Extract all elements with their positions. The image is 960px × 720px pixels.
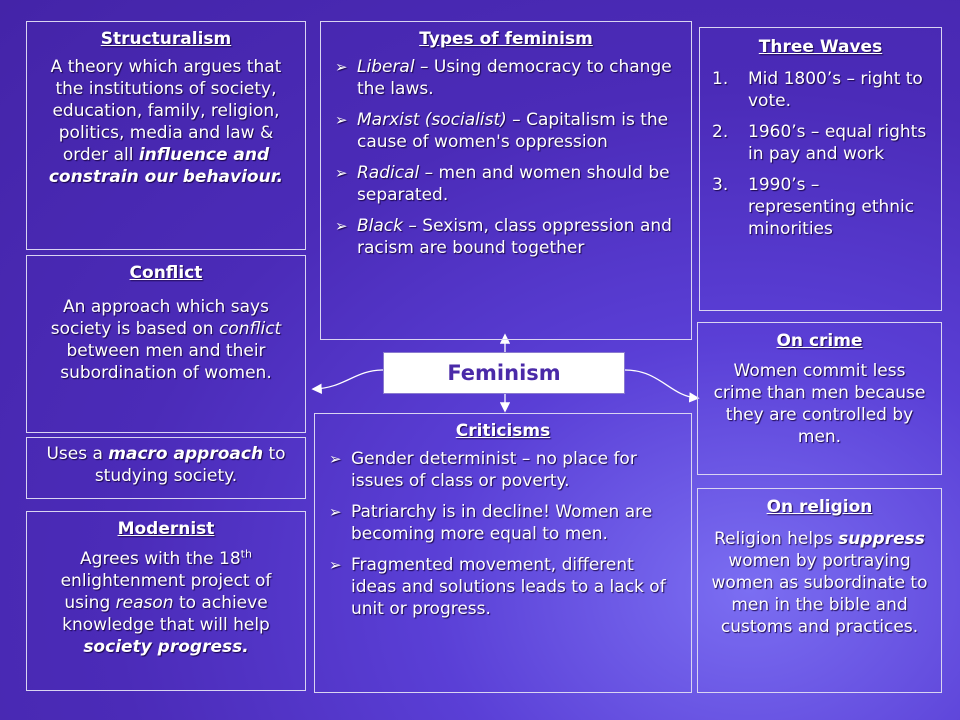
macro-text-b: macro approach [108, 444, 264, 464]
conflict-box [26, 255, 306, 433]
macro-box [26, 437, 306, 499]
waves-text: 1990’s – representing ethnic minorities [748, 175, 915, 239]
arrow-bullet-icon: ➢ [335, 217, 348, 235]
types-item [333, 56, 679, 100]
waves-heading: Three Waves [758, 37, 883, 57]
types-desc: – Using democracy to change the laws. [357, 57, 672, 99]
conflict-text-a: An approach which says society is based on [50, 297, 269, 339]
types-box [320, 21, 692, 340]
types-term: Marxist (socialist) [357, 110, 507, 130]
types-desc: – Sexism, class oppression and racism are bound together [357, 216, 672, 258]
arrow-to-crime [625, 370, 697, 398]
types-item [333, 215, 679, 259]
conflict-text [35, 296, 297, 384]
waves-text: Mid 1800’s – right to vote. [748, 69, 923, 111]
structuralism-heading: Structuralism [100, 29, 232, 49]
religion-text-c: women by portraying women as subordinate to men in the bible and customs and practices. [711, 551, 928, 637]
types-desc: – men and women should be separated. [357, 163, 670, 205]
waves-number: 1. [712, 69, 729, 89]
arrow-bullet-icon: ➢ [329, 503, 342, 521]
criticisms-item [327, 501, 679, 545]
criticisms-box [314, 413, 692, 693]
religion-box [697, 488, 942, 693]
religion-text [708, 528, 931, 638]
criticisms-text: Patriarchy is in decline! Women are becoming more equal to men. [351, 502, 653, 544]
crime-box [697, 322, 942, 475]
types-item [333, 109, 679, 153]
structuralism-text-b: influence and constrain our behaviour. [48, 145, 284, 187]
conflict-text-b: conflict [218, 319, 282, 339]
arrow-bullet-icon: ➢ [329, 450, 342, 468]
structuralism-text [35, 56, 297, 188]
waves-list [712, 68, 929, 240]
macro-text-c: to studying society. [94, 444, 286, 486]
criticisms-list [327, 448, 679, 620]
religion-heading: On religion [766, 497, 873, 517]
criticisms-text: Fragmented movement, different ideas and solutions leads to a lack of unit or progress. [351, 555, 666, 619]
types-list [333, 56, 679, 259]
modernist-text-d: to achieve knowledge that will help [62, 593, 270, 635]
modernist-text-a: Agrees with the 18 [80, 549, 241, 569]
types-term: Liberal [357, 57, 415, 77]
macro-text-a: Uses a [46, 444, 103, 464]
modernist-text-b: enlightenment project of using [60, 571, 272, 613]
arrow-bullet-icon: ➢ [335, 164, 348, 182]
waves-number: 3. [712, 175, 729, 195]
modernist-heading: Modernist [117, 519, 215, 539]
criticisms-text: Gender determinist – no place for issues of class or poverty. [351, 449, 637, 491]
religion-text-a: Religion helps [714, 529, 833, 549]
conflict-heading: Conflict [129, 263, 203, 283]
modernist-text-e: society progress. [83, 637, 249, 657]
types-heading: Types of feminism [419, 29, 593, 49]
waves-item [712, 121, 929, 165]
crime-text: Women commit less crime than men because they are controlled by men. [713, 361, 926, 447]
waves-item [712, 68, 929, 112]
modernist-text-c: reason [115, 593, 174, 613]
criticisms-heading: Criticisms [455, 421, 551, 441]
waves-number: 2. [712, 122, 729, 142]
waves-item [712, 174, 929, 240]
waves-text: 1960’s – equal rights in pay and work [748, 122, 927, 164]
modernist-box [26, 511, 306, 691]
macro-text [35, 443, 297, 487]
conflict-text-c: between men and their subordination of women. [60, 341, 272, 383]
types-item [333, 162, 679, 206]
types-desc: – Capitalism is the cause of women's oppression [357, 110, 669, 152]
types-term: Radical [357, 163, 420, 183]
feminism-center-node: Feminism [383, 352, 625, 394]
crime-heading: On crime [776, 331, 863, 351]
arrow-to-conflict [314, 370, 383, 389]
structuralism-text-a: A theory which argues that the institutions of society, education, family, religion, politics, media and law & order all [50, 57, 282, 165]
types-term: Black [357, 216, 403, 236]
arrow-bullet-icon: ➢ [335, 58, 348, 76]
arrow-bullet-icon: ➢ [329, 556, 342, 574]
religion-text-b: suppress [838, 529, 925, 549]
modernist-sup: th [240, 547, 252, 561]
criticisms-item [327, 448, 679, 492]
waves-box [699, 27, 942, 311]
structuralism-box [26, 21, 306, 250]
arrow-bullet-icon: ➢ [335, 111, 348, 129]
criticisms-item [327, 554, 679, 620]
modernist-text [35, 548, 297, 658]
